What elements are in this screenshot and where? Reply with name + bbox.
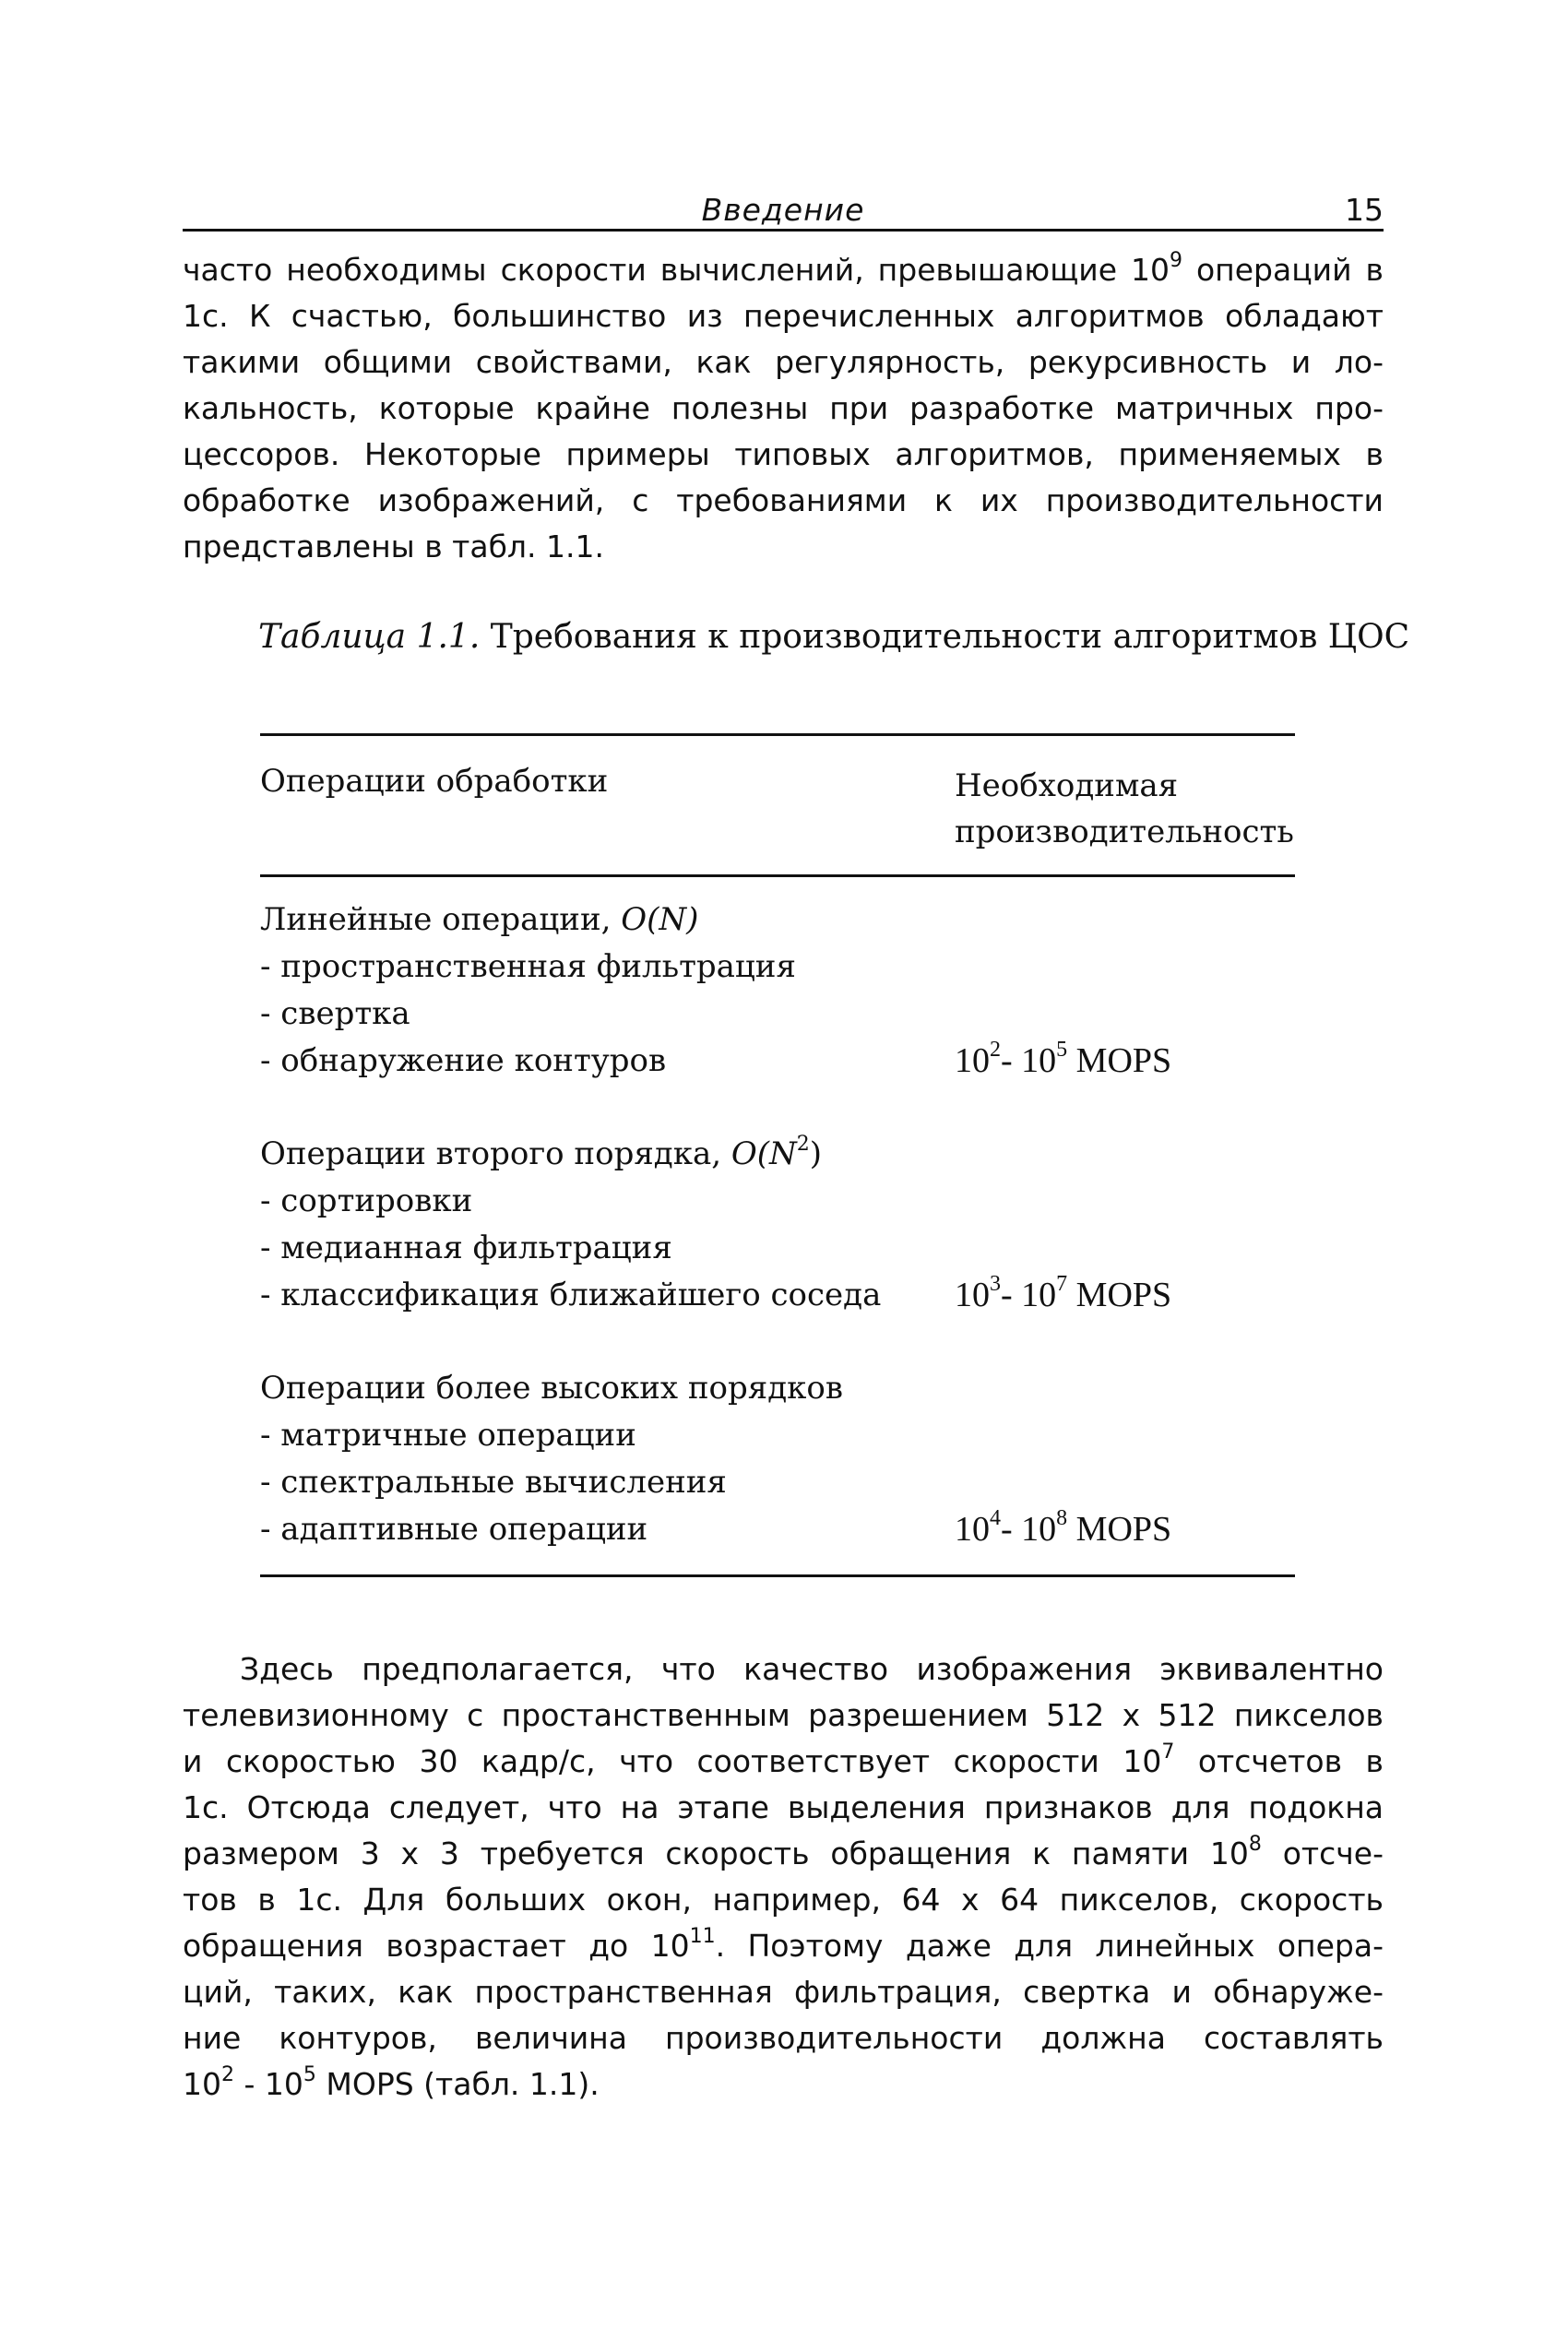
table-group-linear <box>260 897 1295 1085</box>
group-heading: Линейные операции, O(N) <box>260 901 699 938</box>
table-caption-text: Требования к производительности алгоритмов ЦОС <box>480 618 1410 656</box>
group-item: - адаптивные операции $10^4-$ $10^8$ MOPS <box>260 1506 1295 1553</box>
required-performance: $10^4-$ $10^8$ MOPS <box>955 1506 1172 1549</box>
group-item: - пространственная фильтрация <box>260 948 796 985</box>
closing-line: размером 3 x 3 требуется скорость обращения к памяти $10^8$ отсче- <box>183 1833 1384 1871</box>
running-title: Введение <box>701 192 865 228</box>
closing-line: ций, таких, как пространственная фильтрация, свертка и обнаруже- <box>183 1974 1384 2010</box>
table-caption-label: Таблица 1.1. <box>258 618 481 656</box>
group-heading: Операции более высоких порядков <box>260 1370 844 1407</box>
intro-line: часто необходимы скорости вычислений, превышающие $10^9$ операций в <box>183 249 1384 288</box>
closing-line: 1с. Отсюда следует, что на этапе выделения признаков для подокна <box>183 1789 1384 1825</box>
table-group-higher-order <box>260 1365 1295 1553</box>
closing-line: ние контуров, величина производительности должна составлять <box>183 2020 1384 2056</box>
column-header-performance <box>955 763 1294 855</box>
group-item: - свертка <box>260 995 410 1032</box>
closing-line: телевизионному с простанственным разрешением 512 x 512 пикселов <box>183 1697 1384 1733</box>
closing-line: тов в 1с. Для больших окон, например, 64 x 64 пикселов, скорость <box>183 1882 1384 1918</box>
group-item: - медианная фильтрация <box>260 1229 672 1266</box>
intro-line: 1с. К счастью, большинство из перечисленных алгоритмов обладают <box>183 298 1384 334</box>
group-item: - спектральные вычисления <box>260 1464 727 1501</box>
column-header-performance-line1: Необходимая <box>955 767 1179 804</box>
intro-line: обработке изображений, с требованиями к их производительности <box>183 482 1384 518</box>
group-heading: Операции второго порядка, $O(N^2)$ <box>260 1132 823 1172</box>
intro-paragraph <box>183 247 1384 570</box>
table-top-rule <box>260 733 1295 736</box>
intro-line: кальность, которые крайне полезны при разработке матричных про- <box>183 390 1384 426</box>
table-header-rule <box>260 874 1295 877</box>
intro-line: цессоров. Некоторые примеры типовых алгоритмов, применяемых в <box>183 436 1384 472</box>
closing-line: обращения возрастает до $10^{11}$. Поэтому даже для линейных опера- <box>183 1925 1384 1964</box>
page-number: 15 <box>1345 192 1384 228</box>
required-performance: $10^3-$ $10^7$ MOPS <box>955 1272 1172 1314</box>
closing-line: и скоростью 30 кадр/с, что соответствует скорости $10^7$ отсчетов в <box>183 1740 1384 1779</box>
table-bottom-rule <box>260 1574 1295 1577</box>
column-header-operations: Операции обработки <box>260 763 609 800</box>
closing-paragraph <box>183 1646 1384 2108</box>
page-header <box>183 192 1384 232</box>
group-item: - классификация ближайшего соседа $10^3-$ $10^7$ MOPS <box>260 1272 1295 1319</box>
closing-line: $10^2 - 10^5$ MOPS (табл. 1.1). <box>183 2063 600 2102</box>
required-performance: $10^2-$ $10^5$ MOPS <box>955 1038 1172 1080</box>
closing-line: Здесь предполагается, что качество изображения эквивалентно <box>240 1651 1384 1687</box>
group-item: - обнаружение контуров $10^2-$ $10^5$ MOPS <box>260 1038 1295 1085</box>
table-caption <box>258 618 1409 656</box>
table-group-second-order <box>260 1131 1295 1319</box>
column-header-performance-line2: производительность <box>955 814 1294 850</box>
group-item: - сортировки <box>260 1182 473 1219</box>
group-item: - матричные операции <box>260 1417 636 1454</box>
intro-line: представлены в табл. 1.1. <box>183 529 604 564</box>
intro-line: такими общими свойствами, как регулярность, рекурсивность и ло- <box>183 344 1384 380</box>
